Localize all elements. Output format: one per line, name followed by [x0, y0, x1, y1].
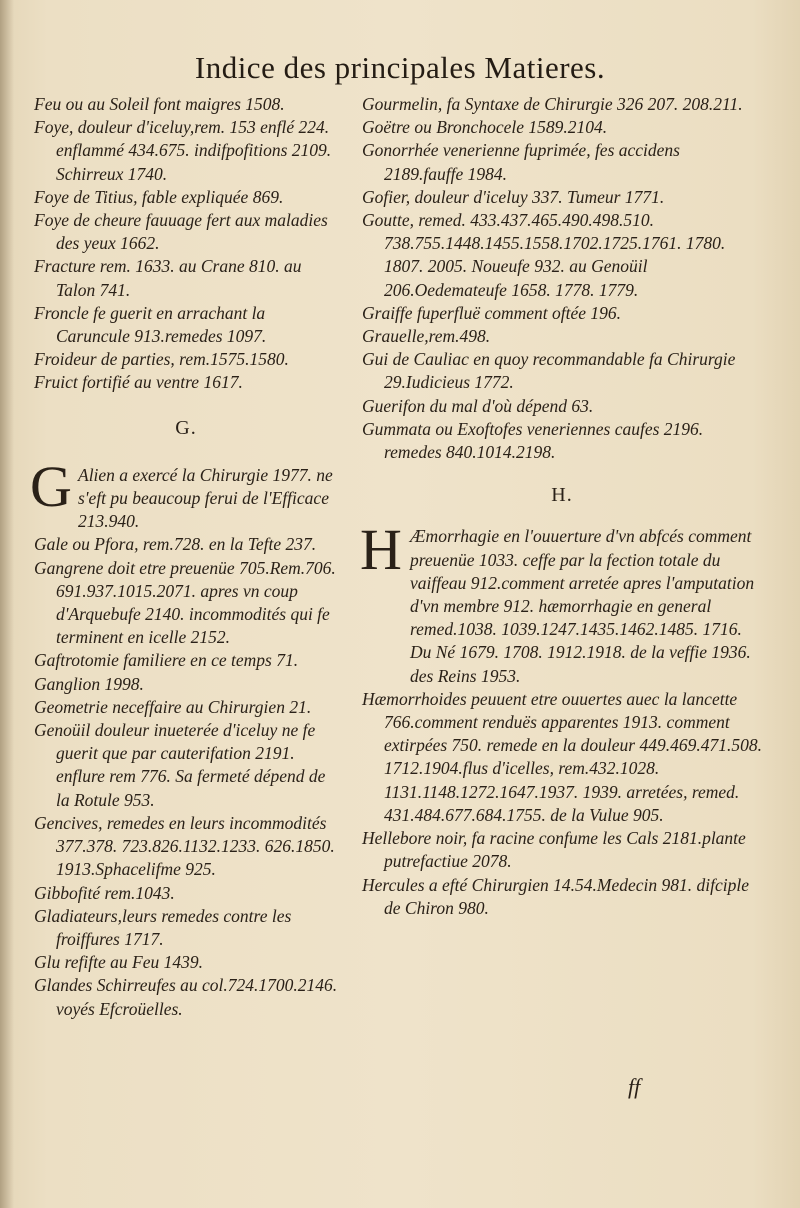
- catchword: ff: [628, 1074, 641, 1099]
- index-entry: Feu ou au Soleil font maigres 1508.: [34, 94, 285, 114]
- section-heading-g: G.: [175, 416, 197, 439]
- drop-cap-h: H: [360, 517, 402, 583]
- index-entry: Gourmelin, fa Syntaxe de Chirurgie 326 207. 208.211.: [362, 94, 743, 114]
- index-entry: Ganglion 1998.: [34, 673, 144, 694]
- index-entry: Gladiateurs,leurs remedes contre les froiffures 1717.: [34, 905, 292, 949]
- index-entry: Gaftrotomie familiere en ce temps 71.: [34, 650, 299, 671]
- index-entry: Gonorrhée venerienne fuprimée, fes accidens 2189.fauffe 1984.: [362, 140, 680, 184]
- index-entry: Froncle fe guerit en arrachant la Caruncule 913.remedes 1097.: [34, 302, 267, 347]
- index-entry: Hercules a efté Chirurgien 14.54.Medecin 981. difciple de Chiron 980.: [362, 874, 750, 918]
- page-title: Indice des principales Matieres.: [194, 50, 606, 85]
- right-column: [362, 93, 762, 920]
- index-entry: Foye, douleur d'iceluy,rem. 153 enflé 224. enflammé 434.675. indifpofitions 2109. Schirreux 1740.: [34, 117, 332, 184]
- index-entry: Geometrie neceffaire au Chirurgien 21.: [34, 696, 312, 717]
- left-column: [30, 93, 338, 1021]
- index-entry: Gummata ou Exoftofes veneriennes caufes 2196. remedes 840.1014.2198.: [362, 418, 704, 463]
- index-entry: Glandes Schirreufes au col.724.1700.2146. voyés Efcroüelles.: [34, 975, 338, 1019]
- index-entry: Gibbofité rem.1043.: [34, 882, 175, 903]
- index-entry: Gofier, douleur d'iceluy 337. Tumeur 1771.: [362, 186, 665, 207]
- index-entry-text: Æmorrhagie en l'ouuerture d'vn abfcés comment preuenüe 1033. ceffe par la fection totale du vaiffeau 912.comment arretée apres l'amputation d'vn membre 912. hæmorrhagie en general remed.1038. 1039.1247.1435.1462.1485. 1716. Du Né 1679. 1708. 1912.1918. de la veffie 1936. des Reins 1953.: [410, 526, 755, 686]
- index-entry: Goutte, remed. 433.437.465.490.498.510. 738.755.1448.1455.1558.1702.1725.1761. 1780. 1807. 2005. Noueufe 932. au Genoüil 206.Oedemateufe 1658. 1778. 1779.: [362, 210, 726, 300]
- index-entry: Gale ou Pfora, rem.728. en la Tefte 237.: [34, 534, 317, 555]
- index-entry: Hellebore noir, fa racine confume les Cals 2181.plante putrefactiue 2078.: [362, 828, 746, 872]
- index-entry: Guerifon du mal d'où dépend 63.: [362, 395, 594, 416]
- index-entry: Graiffe fuperfluë comment oftée 196.: [362, 302, 622, 323]
- index-entry: Genoüil douleur inueterée d'iceluy ne fe guerit que par cauterifation 2191. enflure rem 776. Sa fermeté dépend de la Rotule 953.: [34, 720, 326, 810]
- index-entry: Fruict fortifié au ventre 1617.: [34, 372, 243, 393]
- index-entry: Foye de Titius, fable expliquée 869.: [34, 186, 284, 207]
- index-entry: Froideur de parties, rem.1575.1580.: [34, 349, 289, 370]
- index-entry: Gui de Cauliac en quoy recommandable fa Chirurgie 29.Iudicieus 1772.: [362, 349, 736, 393]
- index-entry: Gangrene doit etre preuenüe 705.Rem.706. 691.937.1015.2071. apres vn coup d'Arquebufe 2140. incommodités qui fe terminent en icelle 2152.: [34, 557, 336, 648]
- index-entry: Foye de cheure fauuage fert aux maladies des yeux 1662.: [34, 210, 328, 254]
- index-entry: Grauelle,rem.498.: [362, 326, 491, 347]
- index-entry: Glu refifte au Feu 1439.: [34, 952, 203, 973]
- index-entry: Goëtre ou Bronchocele 1589.2104.: [362, 117, 608, 138]
- drop-cap-g: G: [30, 453, 72, 519]
- section-heading-h: H.: [551, 484, 573, 507]
- index-entry: Hæmorrhoides peuuent etre ouuertes auec la lancette 766.comment renduës apparentes 1913. comment extirpées 750. remede en la douleur 449.469.471.508. 1712.1904.flus d'icelles, rem.432.1028. 1131.1148.1272.1647.1937. 1939. arretées, remed. 431.484.677.684.1755. de la Vulue 905.: [362, 688, 762, 825]
- gutter-shadow: [0, 0, 14, 1208]
- index-entry-dropcap: [30, 453, 338, 534]
- index-entry: Gencives, remedes en leurs incommodités 377.378. 723.826.1132.1233. 626.1850. 1913.Sphacelifme 925.: [34, 812, 335, 880]
- index-entry: Fracture rem. 1633. au Crane 810. au Talon 741.: [34, 256, 302, 300]
- index-entry-text: Alien a exercé la Chirurgie 1977. ne s'eft pu beaucoup ferui de l'Efficace 213.940.: [78, 464, 333, 532]
- index-entry-dropcap: [360, 517, 762, 687]
